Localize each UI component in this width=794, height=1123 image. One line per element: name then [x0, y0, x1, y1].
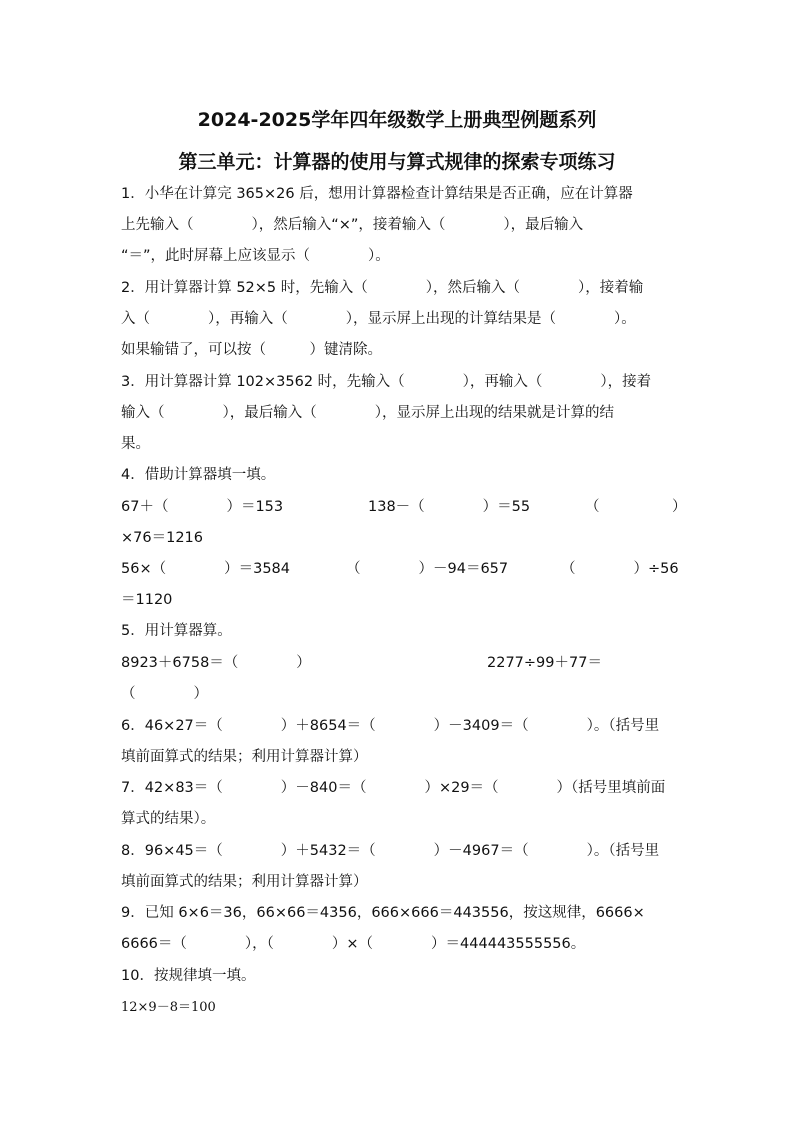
question-10-heading: 10．按规律填一填。	[121, 968, 256, 984]
question-2-line-2: 入（ ），再输入（ ），显示屏上出现的计算结果是（ ）。	[121, 311, 636, 327]
question-1-line-2: 上先输入（ ），然后输入“×”，接着输入（ ），最后输入	[121, 217, 584, 233]
question-3-line-3: 果。	[121, 436, 150, 452]
question-4-item-1: 67＋（ ）＝153	[121, 499, 284, 515]
question-8-line-2: 填前面算式的结果；利用计算器计算）	[121, 874, 368, 890]
question-6-line-2: 填前面算式的结果；利用计算器计算）	[121, 749, 368, 765]
question-5-item-2-wrap: （ ）	[121, 686, 208, 702]
question-1-line-1: 1．小华在计算完 365×26 后，想用计算器检查计算结果是否正确，应在计算器	[121, 186, 633, 202]
question-4-item-2: 138－（ ）＝55	[368, 499, 531, 515]
question-4-item-4: 56×（ ）＝3584	[121, 561, 291, 577]
question-2-line-1: 2．用计算器计算 52×5 时，先输入（ ），然后输入（ ），接着输	[121, 280, 644, 296]
question-10-equation: 12×9－8＝100	[121, 1000, 216, 1015]
document-subtitle: 第三单元：计算器的使用与算式规律的探索专项练习	[178, 151, 616, 173]
question-3-line-2: 输入（ ），最后输入（ ），显示屏上出现的结果就是计算的结	[121, 405, 614, 421]
question-9-line-2: 6666＝（ ），（ ）×（ ）＝444443555556。	[121, 936, 586, 952]
question-4-item-6: （ ）÷56	[561, 561, 679, 577]
question-8-line-1: 8．96×45＝（ ）＋5432＝（ ）－4967＝（ ）。（括号里	[121, 843, 660, 859]
question-6-line-1: 6．46×27＝（ ）＋8654＝（ ）－3409＝（ ）。（括号里	[121, 718, 660, 734]
question-4-item-3: （ ）	[585, 499, 687, 515]
question-7-line-2: 算式的结果）。	[121, 811, 216, 827]
question-3-line-1: 3．用计算器计算 102×3562 时，先输入（ ），再输入（ ），接着	[121, 374, 652, 390]
question-7-line-1: 7．42×83＝（ ）－840＝（ ）×29＝（ ）（括号里填前面	[121, 780, 666, 796]
question-4-item-6-wrap: ＝1120	[121, 592, 173, 608]
question-4-item-3-wrap: ×76＝1216	[121, 530, 204, 546]
question-2-line-3: 如果输错了，可以按（ ）键清除。	[121, 342, 382, 358]
question-9-line-1: 9．已知 6×6＝36，66×66＝4356，666×666＝443556，按这规律，6666×	[121, 905, 645, 921]
question-5-heading: 5．用计算器算。	[121, 623, 232, 639]
question-5-item-1: 8923＋6758＝（ ）	[121, 655, 311, 671]
question-5-item-2: 2277÷99＋77＝	[487, 655, 602, 671]
document-title: 2024-2025学年四年级数学上册典型例题系列	[197, 109, 597, 131]
question-4-item-5: （ ）－94＝657	[346, 561, 509, 577]
question-4-heading: 4．借助计算器填一填。	[121, 467, 276, 483]
question-1-line-3: “＝”，此时屏幕上应该显示（ ）。	[121, 248, 390, 264]
